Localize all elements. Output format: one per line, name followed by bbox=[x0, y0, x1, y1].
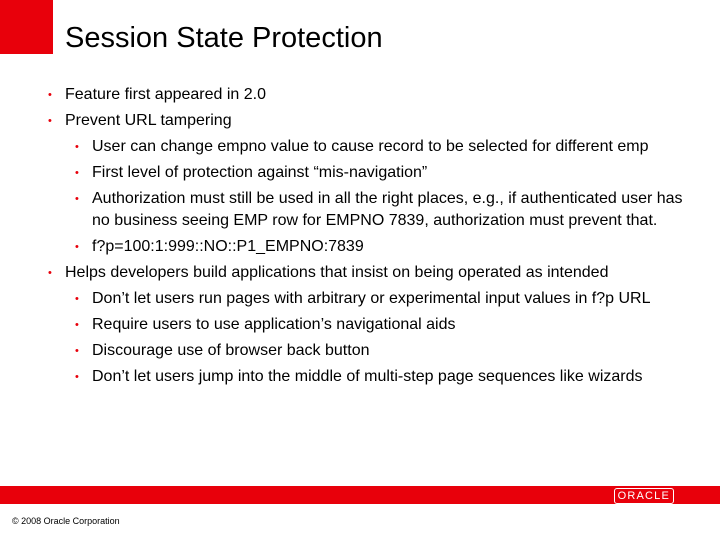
bullet-text: Feature first appeared in 2.0 bbox=[65, 86, 267, 103]
bullet-text: Don’t let users jump into the middle of multi-step page sequences like wizards bbox=[92, 368, 643, 385]
sub-bullet-item bbox=[0, 136, 692, 158]
bullet-dot-icon: • bbox=[75, 141, 79, 153]
bullet-text: Prevent URL tampering bbox=[65, 112, 232, 129]
bullet-dot-icon: • bbox=[48, 267, 52, 279]
bullet-dot-icon: • bbox=[75, 167, 79, 179]
title-accent-block bbox=[0, 0, 53, 54]
sub-bullet-item bbox=[0, 366, 692, 388]
bullet-text: Discourage use of browser back button bbox=[92, 342, 370, 359]
sub-bullet-item bbox=[0, 236, 692, 258]
bullet-item bbox=[0, 110, 695, 132]
bullet-dot-icon: • bbox=[75, 293, 79, 305]
bullet-dot-icon: • bbox=[75, 371, 79, 383]
slide-title: Session State Protection bbox=[65, 22, 383, 54]
sub-bullet-item bbox=[0, 288, 692, 310]
bullet-text: Helps developers build applications that insist on being operated as intended bbox=[65, 264, 609, 281]
bullet-item bbox=[0, 262, 695, 284]
bullet-text: Authorization must still be used in all the right places, e.g., if authenticated user has no business seeing EMP row for EMPNO 7839, authorization must prevent that. bbox=[92, 190, 683, 229]
sub-bullet-item bbox=[0, 188, 692, 232]
copyright-text: © 2008 Oracle Corporation bbox=[12, 516, 120, 526]
bullet-text: Don’t let users run pages with arbitrary or experimental input values in f?p URL bbox=[92, 290, 651, 307]
footer-bar bbox=[0, 486, 720, 504]
bullet-dot-icon: • bbox=[48, 115, 52, 127]
bullet-text: f?p=100:1:999::NO::P1_EMPNO:7839 bbox=[92, 238, 364, 255]
oracle-logo: ORACLE bbox=[614, 488, 674, 504]
sub-bullet-item bbox=[0, 340, 692, 362]
bullet-text: Require users to use application’s navigational aids bbox=[92, 316, 456, 333]
bullet-text: User can change empno value to cause record to be selected for different emp bbox=[92, 138, 649, 155]
sub-bullet-item bbox=[0, 314, 692, 336]
bullet-dot-icon: • bbox=[75, 345, 79, 357]
bullet-text: First level of protection against “mis-navigation” bbox=[92, 164, 428, 181]
bullet-dot-icon: • bbox=[75, 319, 79, 331]
bullet-dot-icon: • bbox=[48, 89, 52, 101]
sub-bullet-item bbox=[0, 162, 692, 184]
bullet-dot-icon: • bbox=[75, 193, 79, 205]
bullet-list bbox=[0, 84, 720, 392]
bullet-item bbox=[0, 84, 695, 106]
bullet-dot-icon: • bbox=[75, 241, 79, 253]
